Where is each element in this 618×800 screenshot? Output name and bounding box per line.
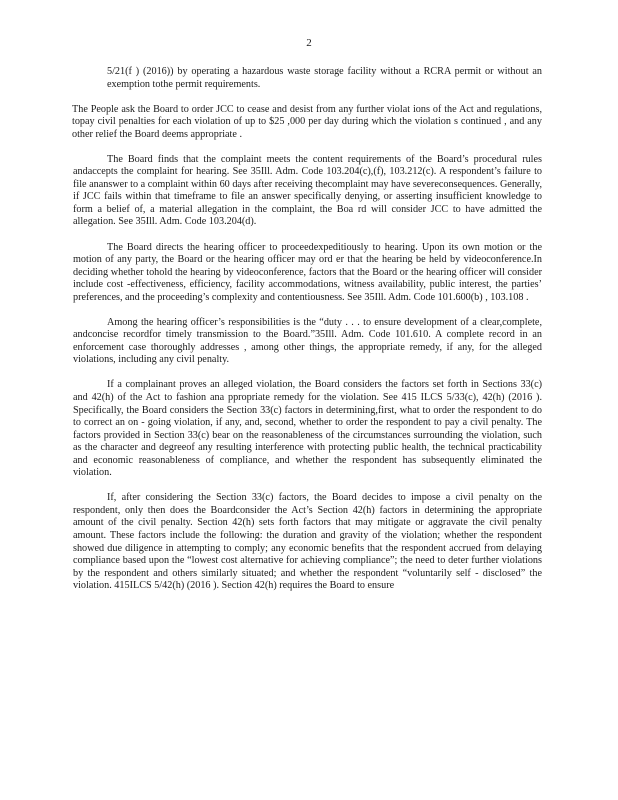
- page-number: 2: [306, 37, 312, 49]
- paragraph-hearing-officer: The Board directs the hearing officer to proceedexpeditiously to hearing. Upon its own motion or the motion of any party, the Board or the hearing officer may ord er that the hearing be held by videoconference.In deciding whether tohold the hearing by videoconference, factors that the Board or the hearing officer will consider include cost -effectiveness, efficiency, facility accommodations, witness availability, public interest, the parties’ preferences, and the proceeding’s complexity and contentiousness. See 35Ill. Adm. Code 101.600(b) , 103.108 .: [73, 241, 542, 303]
- body-text: [73, 66, 542, 605]
- paragraph-complaint-accepted: The Board finds that the complaint meets the content requirements of the Board’s procedural rules andaccepts the complaint for hearing. See 35Ill. Adm. Code 103.204(c),(f), 103.212(c). A respondent’s failure to file ananswer to a complaint within 60 days after receiving thecomplaint may have severeconsequences. Generally, if JCC fails within that timeframe to file an answer specifically denying, or asserting insufficient knowledge to form a belief of, a material allegation in the complaint, the Boa rd will consider JCC to have admitted the allegation. See 35Ill. Adm. Code 103.204(d).: [73, 153, 542, 228]
- paragraph-section-42h: If, after considering the Section 33(c) factors, the Board decides to impose a civil penalty on the respondent, only then does the Boardconsider the Act’s Section 42(h) factors in determining the appropriate amount of the civil penalty. Section 42(h) sets forth factors that may mitigate or aggravate the civil penalty amount. These factors include the following: the duration and gravity of the violation; whether the respondent showed due diligence in attempting to comply; any economic benefits that the respondent accrued from delaying compliance based upon the “lowest cost alternative for achieving compliance”; the need to deter further violations by the respondent and others similarly situated; and whether the respondent “voluntarily self - disclosed” the violation. 415ILCS 5/42(h) (2016 ). Section 42(h) requires the Board to ensure: [73, 492, 542, 592]
- paragraph-continuation: 5/21(f ) (2016)) by operating a hazardous waste storage facility without a RCRA permit or without an exemption tothe permit requirements.: [107, 66, 542, 90]
- paragraph-relief-request: The People ask the Board to order JCC to cease and desist from any further violat ions of the Act and regulations, topay civil penalties for each violation of up to $25 ,000 per day during which the violation s continued , and any other relief the Board deems appropriate .: [72, 103, 542, 140]
- paragraph-record: Among the hearing officer’s responsibilities is the “duty . . . to ensure development of a clear,complete, andconcise recordfor timely transmission to the Board.”35Ill. Adm. Code 101.610. A complete record in an enforcement case thoroughly addresses , among other things, the appropriate remedy, if any, for the alleged violations, including any civil penalty.: [73, 316, 542, 366]
- paragraph-section-33c: If a complainant proves an alleged violation, the Board considers the factors set forth in Sections 33(c) and 42(h) of the Act to fashion ana ppropriate remedy for the violation. See 415 ILCS 5/33(c), 42(h) (2016 ). Specifically, the Board considers the Section 33(c) factors in determining,first, what to order the respondent to do to correct an on - going violation, if any, and, second, whether to order the respondent to pay a civil penalty. The factors provided in Section 33(c) bear on the reasonableness of the circumstances surrounding the violation, such as the character and degreeof any resulting interference with protecting public health, the technical practicability and economic reasonableness of compliance, and whether the respondent has subsequently eliminated the violation.: [73, 379, 542, 479]
